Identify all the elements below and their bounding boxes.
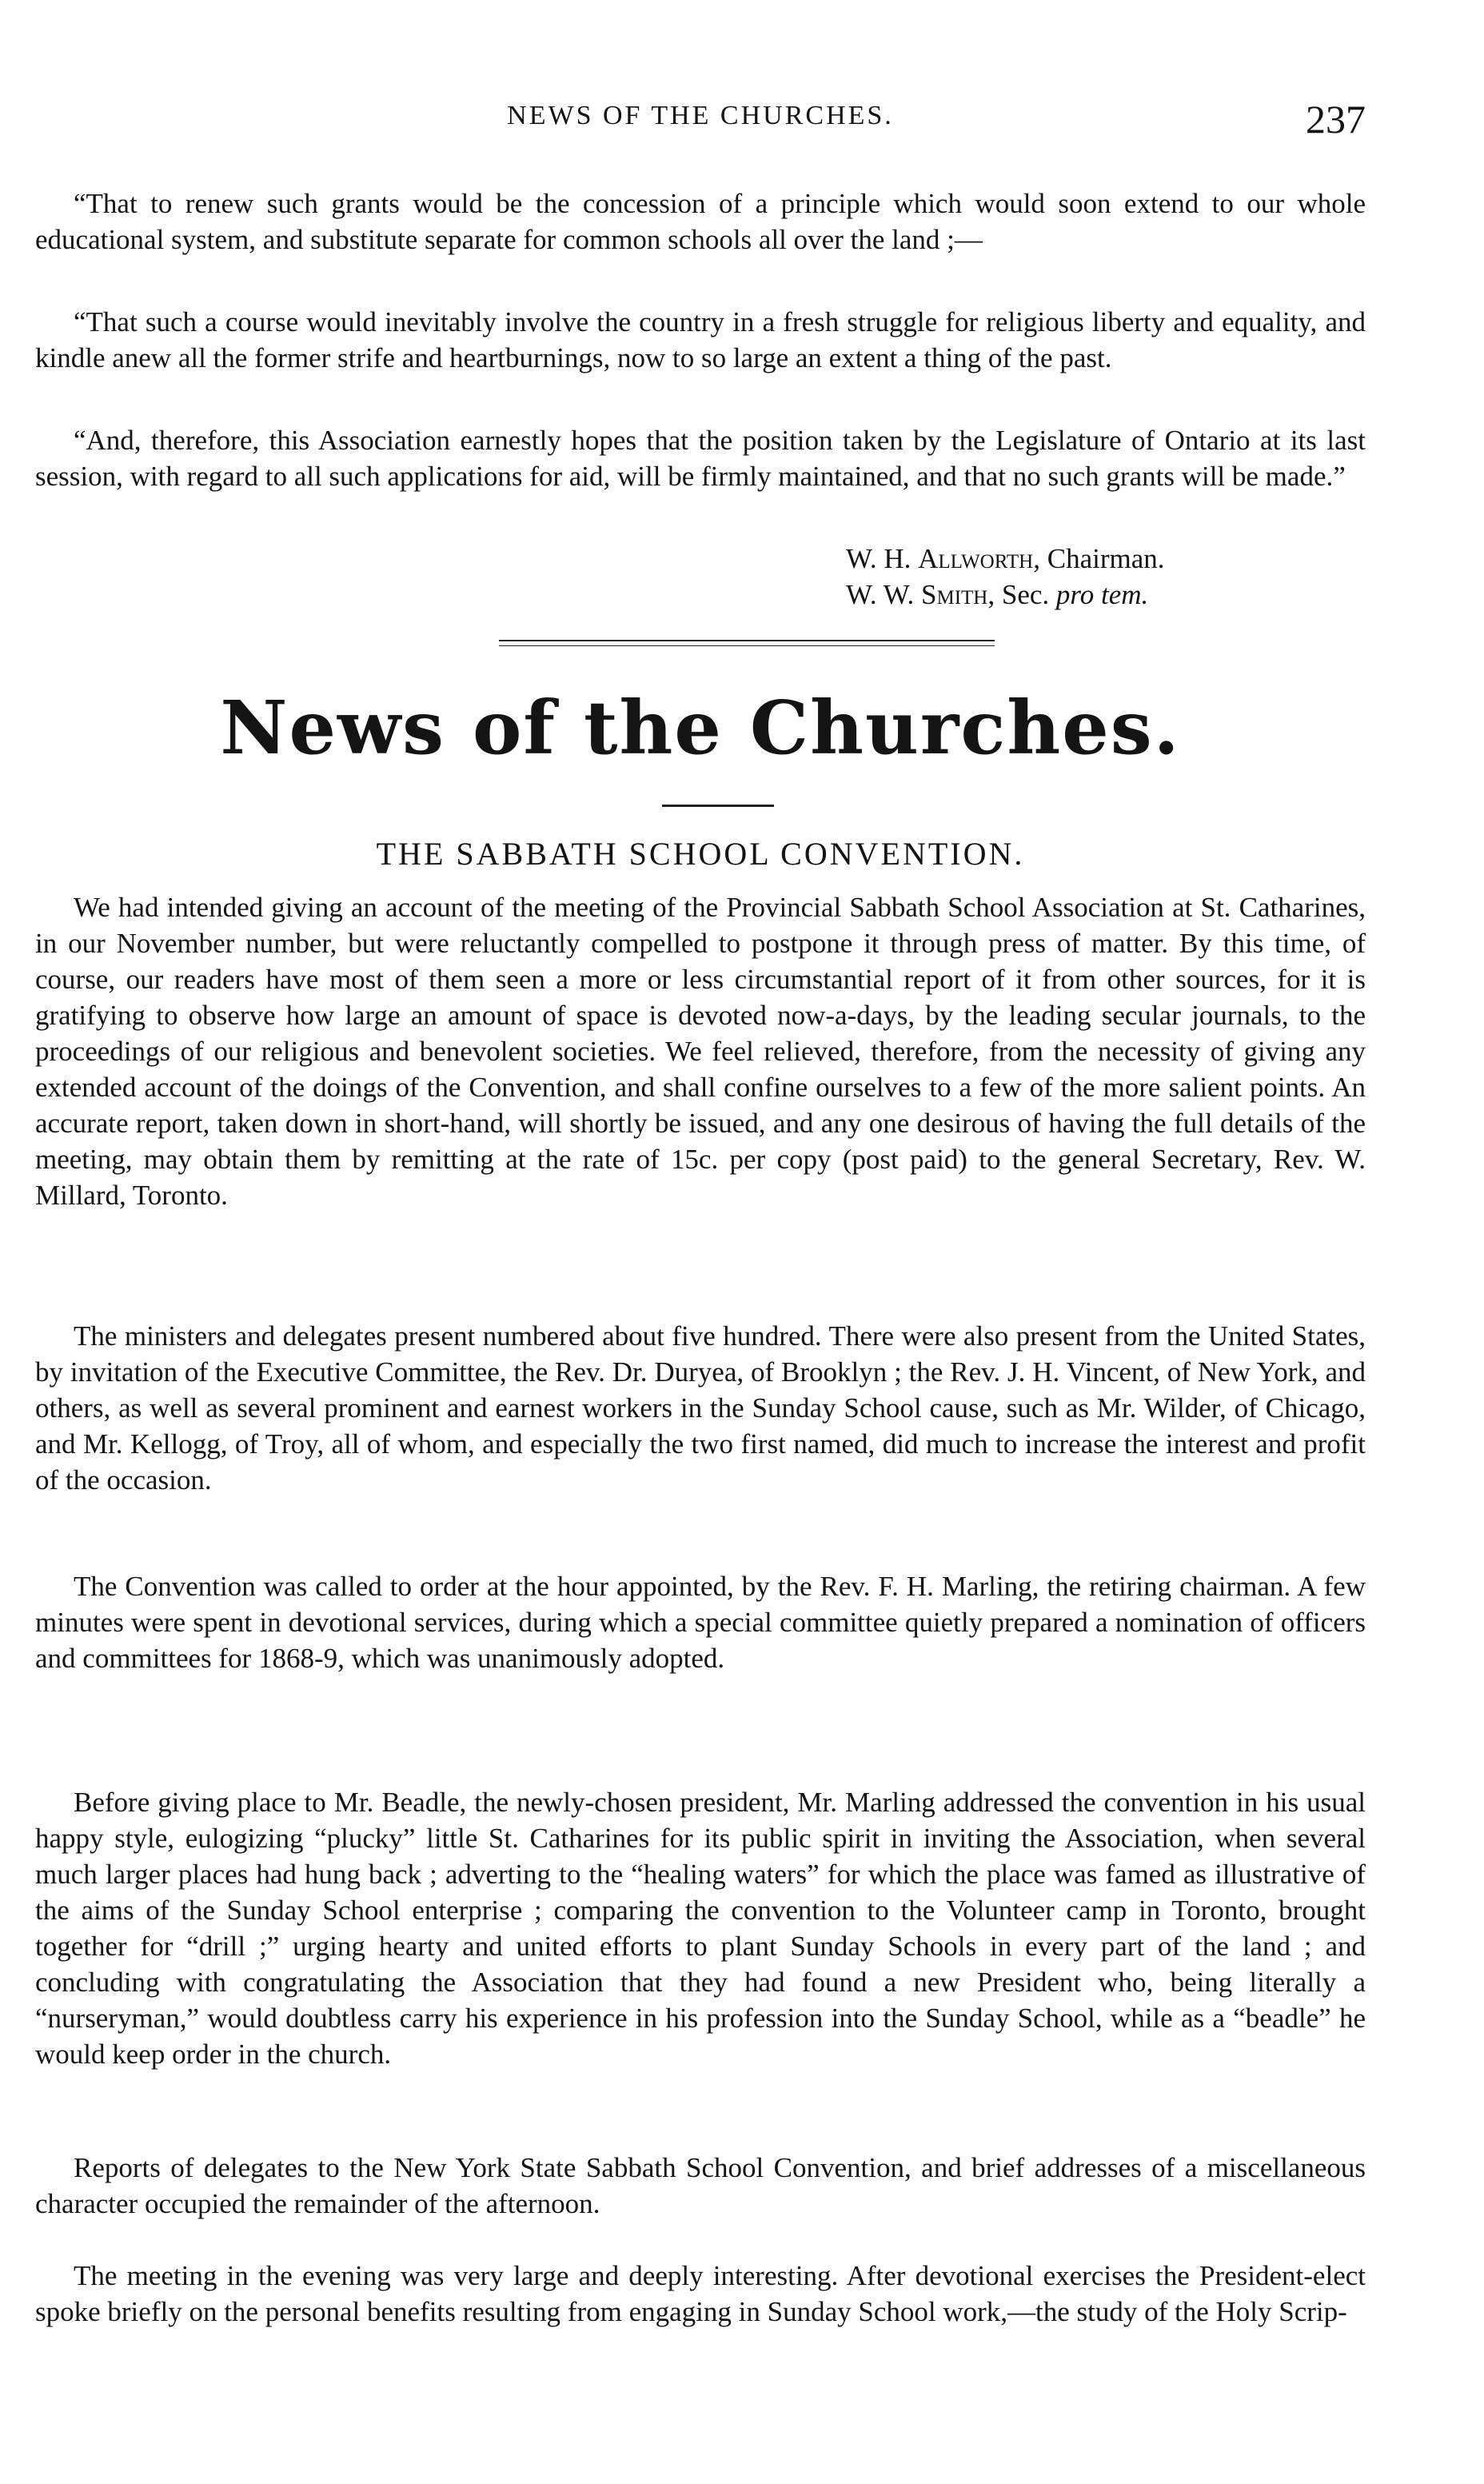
- title-rule: [662, 805, 774, 807]
- signature-role: , Chairman.: [1033, 543, 1165, 574]
- page-number: 237: [1306, 97, 1366, 142]
- running-title: NEWS OF THE CHURCHES.: [507, 101, 894, 130]
- article-paragraph: We had intended giving an account of the meeting of the Provincial Sabbath School Association at St. Catharines, in our November number, but were reluctantly compelled to postpone it through press of matter. By this time, of course, our readers have most of them seen a more or less circumstantial report of it from other sources, for it is gratifying to observe how large an amount of space is devoted now-a-days, by the leading secular journals, to the proceedings of our religious and benevolent societies. We feel relieved, therefore, from the necessity of giving any extended account of the doings of the Convention, and shall confine ourselves to a few of the more salient points. An accurate report, taken down in short-hand, will shortly be issued, and any one desirous of having the full details of the meeting, may obtain them by remitting at the rate of 15c. per copy (post paid) to the general Secretary, Rev. W. Millard, Toronto.: [35, 892, 1366, 1211]
- book-page: [35, 0, 1366, 2484]
- resolution-paragraph: “That such a course would inevitably involve the country in a fresh struggle for religious liberty and equality, and kindle anew all the former strife and heartburnings, now to so large an extent a thing of the past.: [35, 306, 1366, 373]
- resolution-paragraph: “And, therefore, this Association earnestly hopes that the position taken by the Legislature of Ontario at its last session, with regard to all such applications for aid, will be firmly maintained, and that no such grants will be made.”: [35, 425, 1366, 492]
- signature-role: , Sec.: [987, 579, 1056, 610]
- article-title: THE SABBATH SCHOOL CONVENTION.: [376, 836, 1025, 872]
- section-divider: [499, 640, 995, 646]
- signature-initials: W. W.: [846, 579, 915, 610]
- resolution-paragraph: “That to renew such grants would be the concession of a principle which would soon extend to our whole educational system, and substitute separate for common schools all over the land ;—: [35, 188, 1366, 255]
- signature-secretary: [846, 577, 1148, 613]
- signature-chairman: [846, 541, 1165, 577]
- article-paragraph: The Convention was called to order at the hour appointed, by the Rev. F. H. Marling, the retiring chairman. A few minutes were spent in devotional services, during which a special committee quietly prepared a nomination of officers and committees for 1868-9, which was unanimously adopted.: [35, 1571, 1366, 1674]
- section-title: News of the Churches.: [220, 685, 1181, 771]
- article-paragraph: The meeting in the evening was very large and deeply interesting. After devotional exercises the President-elect spoke briefly on the personal benefits resulting from engaging in Sunday School work,—the study of the Holy Scrip-: [35, 2260, 1366, 2327]
- signature-name: Smith: [921, 579, 988, 610]
- article-paragraph: The ministers and delegates present numbered about five hundred. There were also present from the United States, by invitation of the Executive Committee, the Rev. Dr. Duryea, of Brooklyn ; the Rev. J. H. Vincent, of New York, and others, as well as several prominent and earnest workers in the Sunday School cause, such as Mr. Wilder, of Chicago, and Mr. Kellogg, of Troy, all of whom, and especially the two first named, did much to increase the interest and profit of the occasion.: [35, 1320, 1366, 1496]
- running-head: [35, 96, 1366, 144]
- article-paragraph: Reports of delegates to the New York State Sabbath School Convention, and brief addresses of a miscellaneous character occupied the remainder of the afternoon.: [35, 2152, 1366, 2219]
- article-paragraph: Before giving place to Mr. Beadle, the newly-chosen president, Mr. Marling addressed the convention in his usual happy style, eulogizing “plucky” little St. Catharines for its public spirit in inviting the Association, when several much larger places had hung back ; adverting to the “healing waters” for which the place was famed as illustrative of the aims of the Sunday School enterprise ; comparing the convention to the Volunteer camp in Toronto, brought together for “drill ;” urging hearty and united efforts to plant Sunday Schools in every part of the land ; and concluding with congratulating the Association that they had found a new President who, being literally a “nurseryman,” would doubtless carry his experience in his profession into the Sunday School, while as a “beadle” he would keep order in the church.: [35, 1787, 1366, 2070]
- signature-role-italic: pro tem.: [1055, 579, 1149, 610]
- signature-name: Allworth: [918, 543, 1034, 574]
- signature-initials: W. H.: [846, 543, 912, 574]
